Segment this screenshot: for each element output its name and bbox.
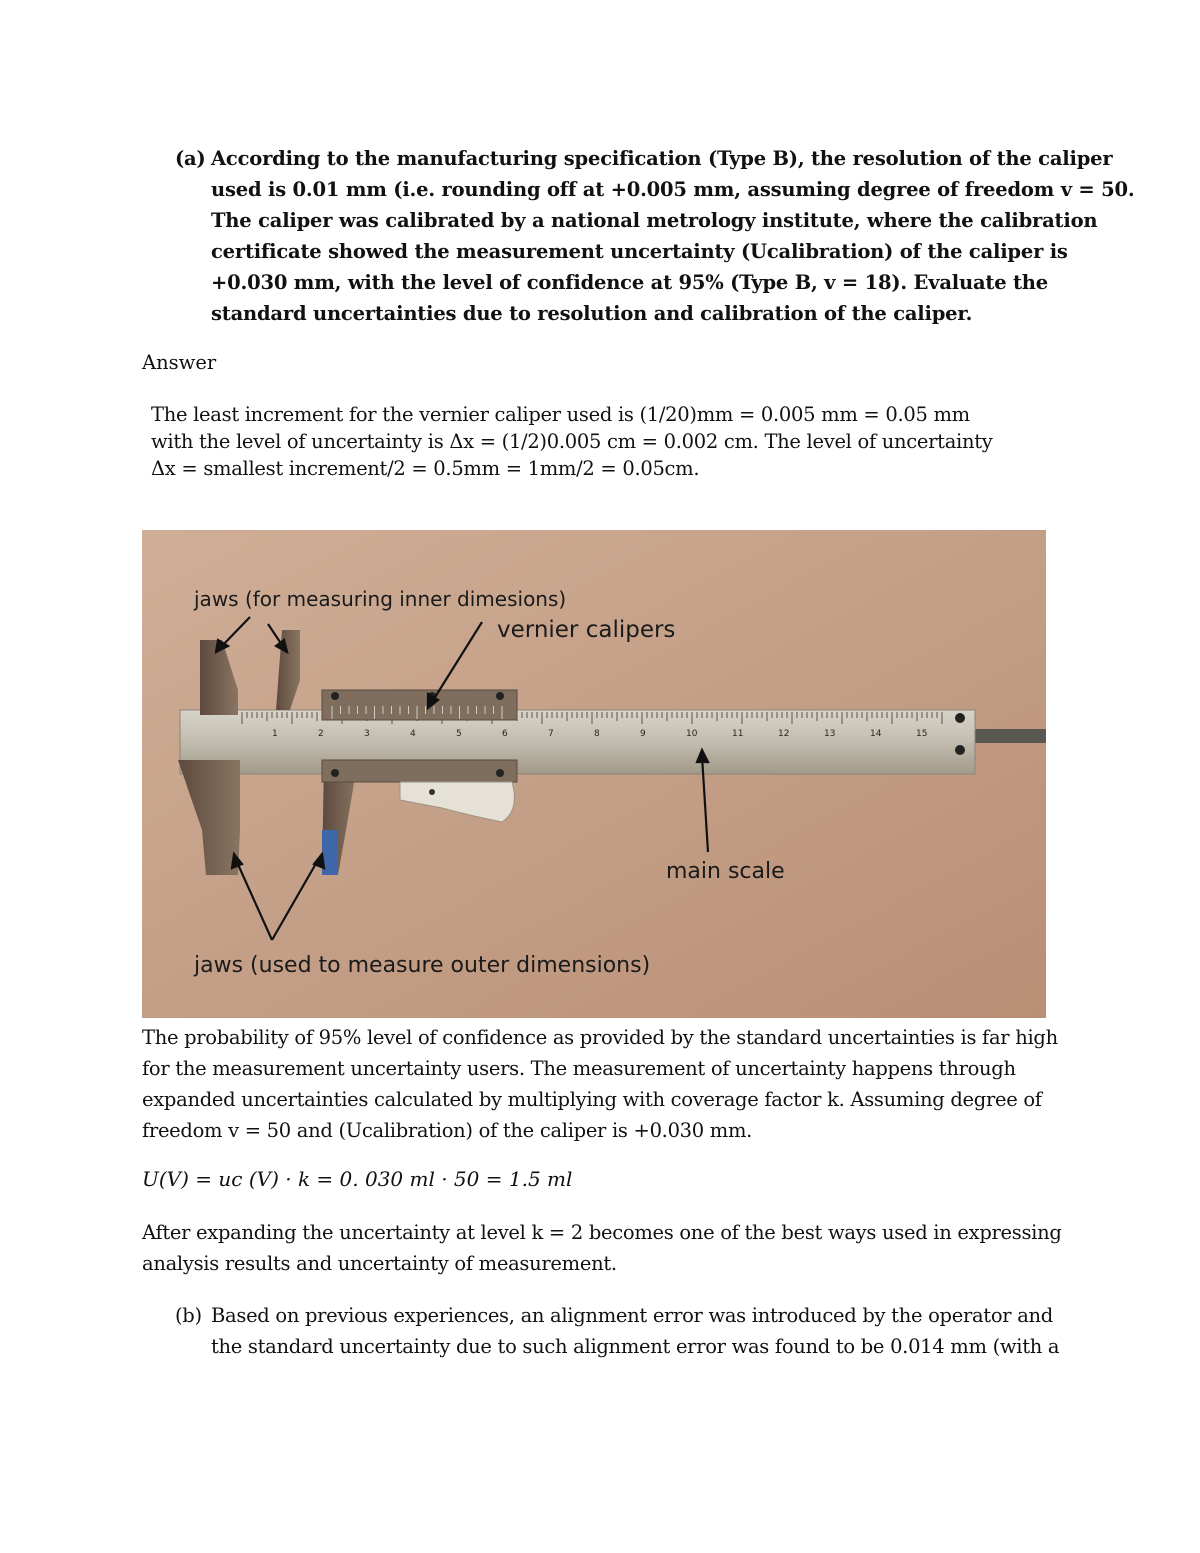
answer-line: The least increment for the vernier caliper used is (1/20)mm = 0.005 mm = 0.05 mm	[151, 403, 970, 426]
paragraph-line: freedom v = 50 and (Ucalibration) of the caliper is +0.030 mm.	[142, 1119, 753, 1142]
scale-number: 11	[732, 729, 744, 739]
slider-screw	[496, 692, 504, 700]
question-b-label: (b)	[175, 1304, 202, 1327]
thumb-lock-screw	[429, 789, 435, 795]
question-a-line: certificate showed the measurement uncertainty (Ucalibration) of the caliper is	[211, 240, 1068, 263]
scale-number: 9	[640, 729, 646, 739]
vernier-slider-bottom	[322, 760, 517, 782]
slider-screw	[496, 769, 504, 777]
paragraph-line: expanded uncertainties calculated by multiplying with coverage factor k. Assuming degree of	[142, 1088, 1042, 1111]
scale-number: 2	[318, 729, 324, 739]
answer-heading: Answer	[142, 351, 217, 374]
answer-line: Δx = smallest increment/2 = 0.5mm = 1mm/2 = 0.05cm.	[151, 457, 700, 480]
scale-number: 13	[824, 729, 836, 739]
scale-number: 5	[456, 729, 462, 739]
scale-number: 1	[272, 729, 278, 739]
question-a-line: The caliper was calibrated by a national metrology institute, where the calibration	[211, 209, 1098, 232]
caliper-figure	[142, 530, 1046, 1018]
answer-text	[151, 401, 1051, 482]
scale-number: 4	[410, 729, 416, 739]
scale-number: 7	[548, 729, 554, 739]
end-screw	[955, 745, 965, 755]
question-a-line: +0.030 mm, with the level of confidence at 95% (Type B, v = 18). Evaluate the	[211, 271, 1048, 294]
scale-number: 15	[916, 729, 928, 739]
paragraph-line: The probability of 95% level of confidence as provided by the standard uncertainties is far high	[142, 1026, 1058, 1049]
formula: U(V) = uc (V) · k = 0. 030 ml · 50 = 1.5 ml	[142, 1167, 573, 1191]
vernier-slider-top	[322, 690, 517, 720]
paragraph-line: for the measurement uncertainty users. The measurement of uncertainty happens through	[142, 1057, 1016, 1080]
scale-number: 14	[870, 729, 882, 739]
question-a-line: standard uncertainties due to resolution and calibration of the caliper.	[211, 302, 973, 325]
question-b-line: the standard uncertainty due to such alignment error was found to be 0.014 mm (with a	[211, 1335, 1060, 1358]
question-b-text	[211, 1300, 1071, 1362]
scale-number: 12	[778, 729, 790, 739]
paragraph-line: After expanding the uncertainty at level k = 2 becomes one of the best ways used in expressing	[142, 1221, 1062, 1244]
paragraph-2	[142, 1217, 1062, 1279]
answer-line: with the level of uncertainty is Δx = (1/2)0.005 cm = 0.002 cm. The level of uncertainty	[151, 430, 993, 453]
question-b-line: Based on previous experiences, an alignment error was introduced by the operator and	[211, 1304, 1053, 1327]
question-a-text	[211, 143, 1135, 329]
label-main-scale: main scale	[666, 859, 785, 884]
scale-number: 3	[364, 729, 370, 739]
scale-number: 8	[594, 729, 600, 739]
label-vernier: vernier calipers	[497, 617, 676, 643]
caliper-illustration	[142, 530, 1046, 1018]
scale-number: 10	[686, 729, 698, 739]
slider-screw	[331, 692, 339, 700]
label-outer-jaws: jaws (used to measure outer dimensions)	[194, 953, 651, 978]
paragraph-line: analysis results and uncertainty of measurement.	[142, 1252, 617, 1275]
question-a-line: According to the manufacturing specification (Type B), the resolution of the caliper	[211, 147, 1113, 170]
question-a-line: used is 0.01 mm (i.e. rounding off at +0.005 mm, assuming degree of freedom v = 50.	[211, 178, 1135, 201]
main-beam	[180, 710, 975, 774]
label-inner-jaws: jaws (for measuring inner dimesions)	[194, 587, 567, 611]
end-screw	[955, 713, 965, 723]
slider-screw	[331, 769, 339, 777]
question-a-label: (a)	[175, 147, 206, 170]
paragraph-1	[142, 1022, 1062, 1146]
scale-number: 6	[502, 729, 508, 739]
